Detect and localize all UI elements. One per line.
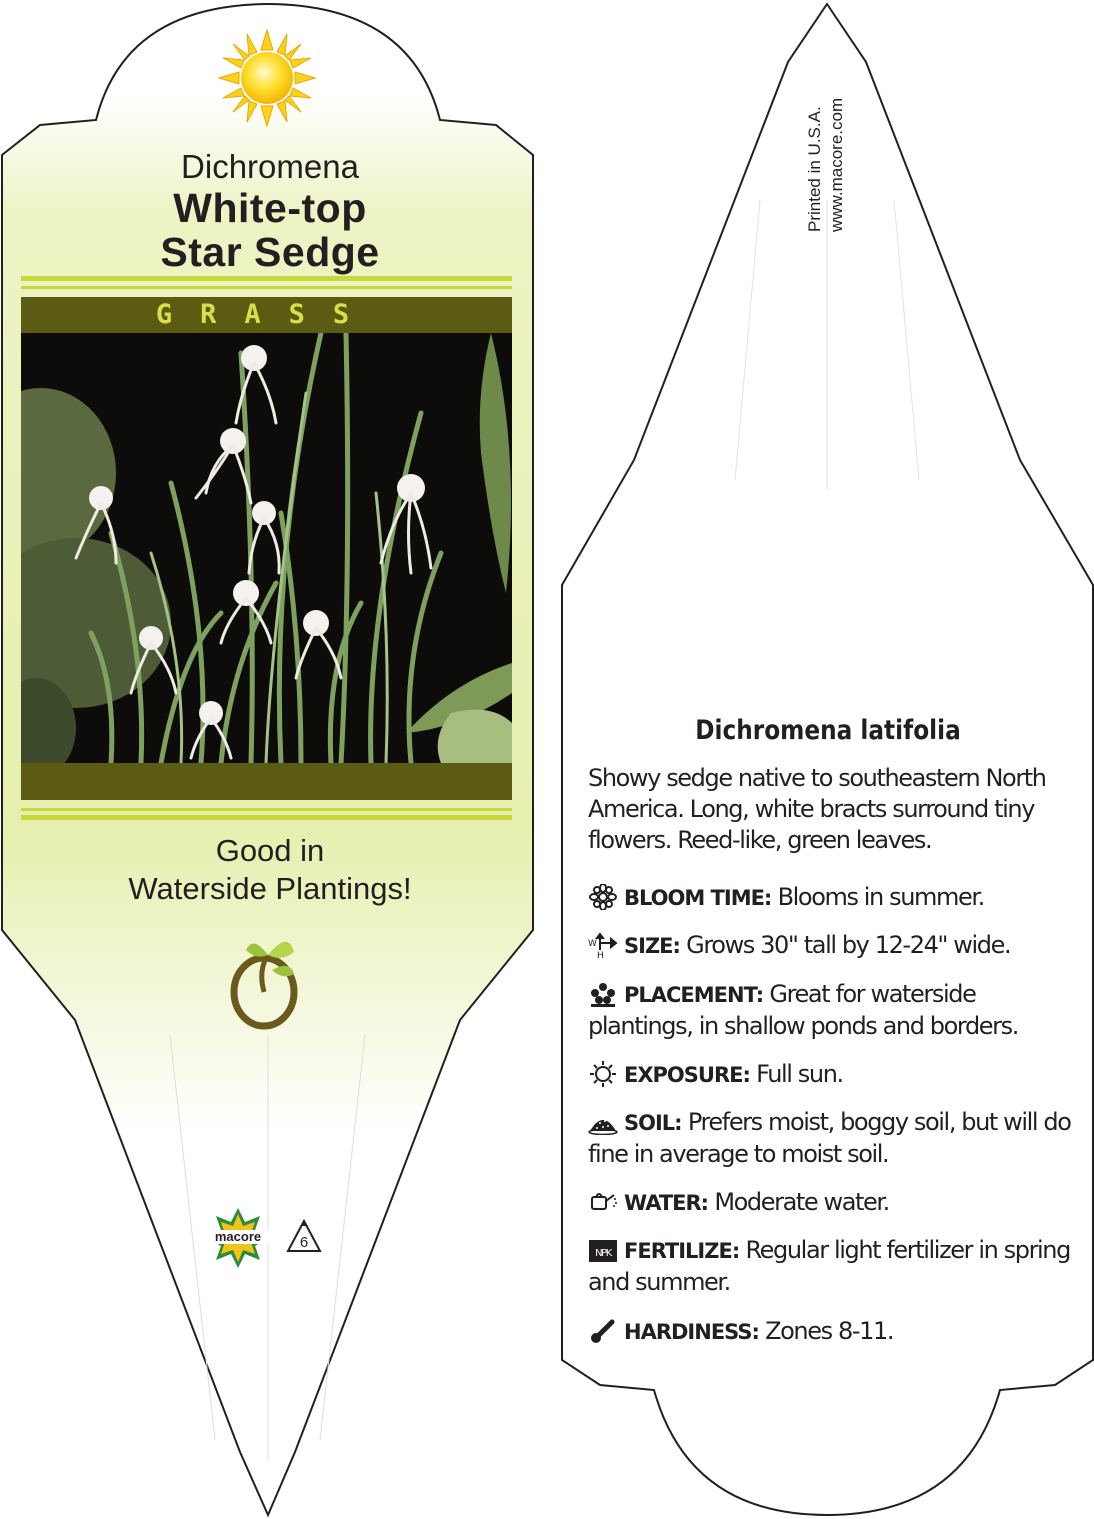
plant-tagline — [60, 832, 480, 908]
exposure-text: Full sun. — [756, 1060, 843, 1088]
size-icon-w: W — [588, 939, 596, 949]
water-text: Moderate water. — [714, 1188, 889, 1216]
exposure-label: EXPOSURE: — [624, 1063, 750, 1087]
tagline-line-2: Waterside Plantings! — [128, 871, 412, 906]
photo-bottom-band — [21, 763, 512, 800]
care-hardiness — [588, 1316, 1078, 1348]
soil-icon — [588, 1109, 618, 1135]
recycle-code: 6 — [299, 1234, 309, 1251]
fertilizer-icon-text: NPK — [595, 1248, 611, 1259]
thermometer-icon — [588, 1318, 618, 1344]
hardiness-label: HARDINESS: — [624, 1320, 759, 1344]
placement-label: PLACEMENT: — [624, 983, 764, 1007]
macore-brand-logo — [205, 1208, 271, 1268]
hardiness-text: Zones 8-11. — [765, 1317, 894, 1345]
care-exposure — [588, 1059, 1078, 1091]
full-sun-icon — [217, 28, 317, 128]
soil-label: SOIL: — [624, 1111, 682, 1135]
garden-plants-icon — [588, 981, 618, 1007]
care-fertilize — [588, 1235, 1078, 1298]
care-size — [588, 930, 1078, 962]
white-top-sedge-illustration — [21, 333, 512, 763]
plant-common-name — [80, 186, 460, 274]
fertilize-label: FERTILIZE: — [624, 1239, 740, 1263]
care-soil — [588, 1107, 1078, 1170]
size-label: SIZE: — [624, 934, 680, 958]
plant-photo — [21, 333, 512, 763]
sprout-logo-icon — [228, 930, 308, 1030]
care-bloom-time — [588, 882, 1078, 914]
common-name-line-2: Star Sedge — [160, 229, 380, 275]
botanical-name: Dichromena latifolia — [695, 715, 961, 746]
care-placement — [588, 979, 1078, 1042]
printed-in: Printed in U.S.A. — [805, 106, 824, 232]
plant-category-band: GRASS — [21, 297, 512, 333]
website: www.macore.com — [827, 97, 846, 232]
bloom-time-text: Blooms in summer. — [777, 883, 984, 911]
recycle-icon — [285, 1218, 323, 1256]
placement-text: Great for waterside plantings, in shallow ponds and borders. — [588, 980, 1018, 1040]
brand-logo-text: macore — [214, 1229, 262, 1244]
bloom-time-label: BLOOM TIME: — [624, 886, 772, 910]
size-icon-h: H — [597, 951, 603, 958]
sun-icon — [588, 1061, 618, 1087]
tagline-line-1: Good in — [215, 833, 325, 868]
care-water — [588, 1187, 1078, 1219]
plant-description: Showy sedge native to southeastern North America. Long, white bracts surround tiny flowers. Reed-like, green leaves. — [588, 764, 1046, 854]
soil-text: Prefers moist, boggy soil, but will do fine in average to moist soil. — [588, 1108, 1071, 1168]
common-name-line-1: White-top — [173, 185, 367, 231]
fertilize-text: Regular light fertilizer in spring and summer. — [588, 1236, 1070, 1296]
fertilizer-bag-icon — [588, 1237, 618, 1263]
flower-icon — [588, 884, 618, 910]
watering-can-icon — [588, 1189, 618, 1215]
water-label: WATER: — [624, 1191, 709, 1215]
print-info — [804, 62, 864, 242]
size-arrows-icon — [588, 932, 618, 958]
size-text: Grows 30" tall by 12-24" wide. — [686, 931, 1011, 959]
plant-genus: Dichromena — [181, 148, 359, 185]
